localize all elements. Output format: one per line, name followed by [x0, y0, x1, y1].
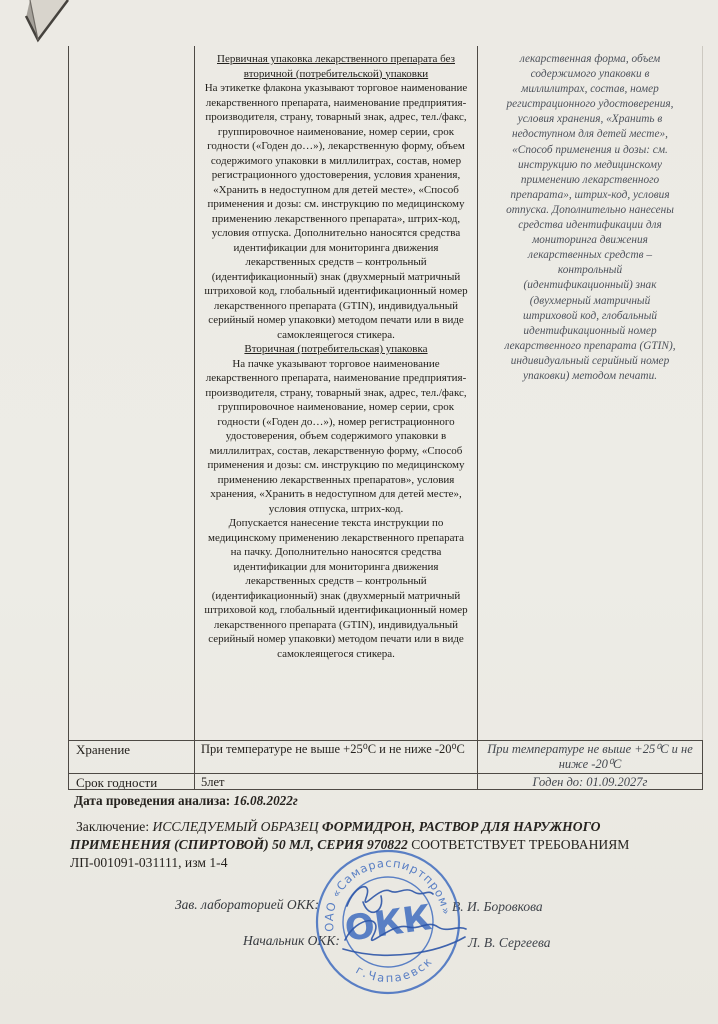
stamp-org-arc-text: ОАО «Самараспиртпром»	[321, 855, 454, 933]
table-cell-results	[477, 46, 703, 740]
conclusion-label: Заключение:	[76, 819, 150, 834]
secondary-packaging-text: На пачке указывают торговое наименование лекарственного препарата, наименование предприятия-производителя, страну, товарный знак, адрес, тел./факс, группировочное наименование, номер серии, срок годности («Годен до…»), номер регистрационного удостоверения, объем содержимого упаковки в миллилитрах, состав, лекарственную форму, «Способ применения и дозы: см. инструкцию по медицинскому применению лекарственных препаратов», условия хранения, «Хранить в недоступном для детей месте», условия отпуска, штрих-код.	[205, 357, 467, 515]
signature-name-sergeeva: Л. В. Сергеева	[468, 935, 551, 950]
signature-stroke-sergeeva	[345, 921, 466, 941]
stamp-center-text: ОКК	[342, 898, 435, 950]
conclusion-product: ФОРМИДРОН, РАСТВОР ДЛЯ НАРУЖНОГО ПРИМЕНЕНИЯ (СПИРТОВОЙ) 50 МЛ, СЕРИЯ 970822	[70, 819, 601, 852]
signature-stroke-borovkova	[347, 887, 433, 906]
shelf-life-result: Годен до: 01.09.2027г	[477, 774, 703, 789]
signature-stroke-borovkova-loop	[363, 896, 382, 912]
additional-marking-text: Допускается нанесение текста инструкции по медицинскому применению лекарственного препарата на пачку. Дополнительно наносятся средства идентификации для мониторинга движения лекарственных средств – контрольный (идентификационный) знак (двухмерный матричный штриховой код, глобальный идентификационный номер лекарственного препарата (GTIN), индивидуальный серийный номер упаковки) методом печати или в виде самоклеящегося стикера.	[204, 517, 468, 660]
shelf-life-requirement: 5лет	[194, 774, 477, 789]
signature-role-okk-chief: Начальник ОКК:	[243, 933, 340, 948]
analysis-date-value: 16.08.2022г	[233, 793, 298, 808]
conclusion-paragraph	[70, 818, 698, 871]
shelf-life-label: Срок годности	[68, 774, 194, 789]
signature-name-borovkova: В. И. Боровкова	[452, 899, 543, 914]
stamp-inner-ring	[337, 871, 439, 973]
stamp-city-arc-text: г.Чапаевск	[353, 953, 436, 986]
handwritten-signatures	[343, 887, 466, 956]
table-row-storage	[68, 740, 703, 773]
conclusion-intro: ИССЛЕДУЕМЫЙ ОБРАЗЕЦ	[152, 819, 319, 834]
storage-label: Хранение	[68, 741, 194, 773]
table-cell-empty	[68, 46, 194, 740]
primary-packaging-text: На этикетке флакона указывают торговое наименование лекарственного препарата, наименование предприятия-производителя, страну, товарный знак, адрес, тел./факс, группировочное наименование, номер серии, срок годности («Годен до…»), лекарственную форму, объем содержимого упаковки в миллилитрах, состав, номер регистрационного удостоверения, условия хранения, «Хранить в недоступном для детей месте», «Способ применения и дозы: см. инструкцию по медицинскому применению лекарственного препарата», штрих-код, условия отпуска. Дополнительно наносятся средства идентификации для мониторинга движения лекарственных средств – контрольный (идентификационный) знак (двухмерный матричный штриховой код, глобальный идентификационный номер лекарственного препарата (GTIN), индивидуальный серийный номер упаковки) методом печати или в виде самоклеящегося стикера.	[204, 82, 468, 341]
primary-packaging-heading: Первичная упаковка лекарственного препарата без вторичной (потребительской) упаковки	[217, 53, 455, 80]
analysis-date-label: Дата проведения анализа:	[74, 793, 231, 808]
table-row-shelf-life	[68, 773, 703, 790]
analysis-date-line	[74, 793, 298, 809]
spec-table	[68, 46, 703, 740]
storage-requirement: При температуре не выше +25⁰С и не ниже -20⁰С	[194, 741, 477, 773]
signature-stroke-sergeeva-flourish	[343, 937, 465, 955]
conclusion-verdict: СООТВЕТСТВУЕТ ТРЕБОВАНИЯМ ЛП-001091-031111, изм 1-4	[70, 836, 630, 870]
storage-result: При температуре не выше +25⁰С и не ниже -20⁰С	[477, 741, 703, 773]
signature-role-lab-head: Зав. лабораторией ОКК:	[175, 897, 319, 912]
table-cell-requirements	[194, 46, 477, 740]
secondary-packaging-heading: Вторичная (потребительская) упаковка	[244, 343, 428, 355]
result-packaging-text: лекарственная форма, объем содержимого упаковки в миллилитрах, состав, номер регистрационного удостоверения, условия хранения, «Хранить в недоступном для детей месте», «Способ применения и дозы: см. инструкцию по медицинскому применению лекарственного препарата», штрих-код, условия отпуска. Дополнительно нанесены средства идентификации для мониторинга движения лекарственных средств – контрольный (идентификационный) знак (двухмерный матричный штриховой код, глобальный идентификационный номер лекарственного препарата (GTIN), индивидуальный серийный номер упаковки) методом печати.	[504, 53, 676, 382]
